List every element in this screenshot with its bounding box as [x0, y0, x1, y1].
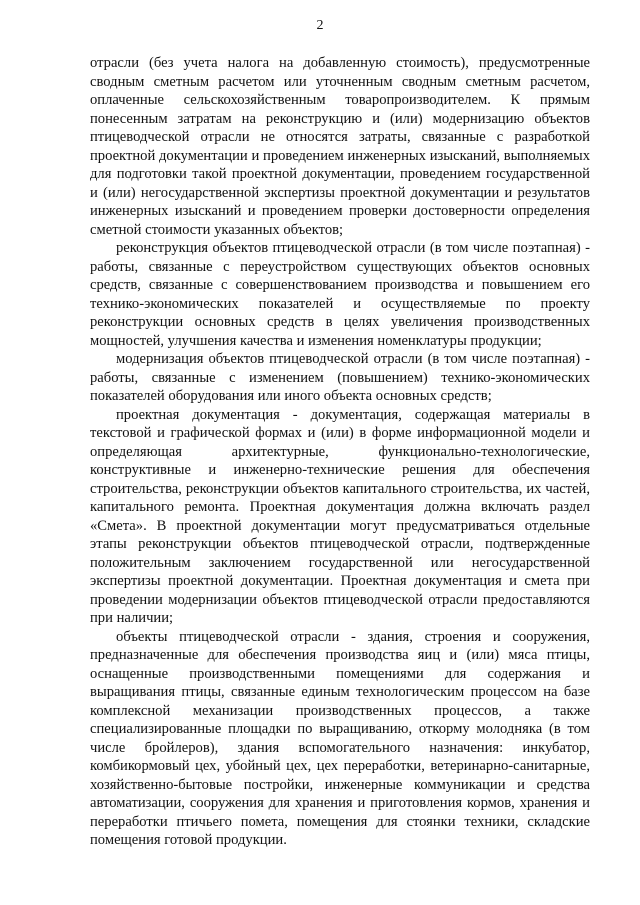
document-body	[90, 54, 590, 850]
paragraph-project-documentation-definition: проектная документация - документация, содержащая материалы в текстовой и графической формах и (или) в форме информационной модели и определяющая архитектурные, функционально-технологические, конструктивные и инженерно-технические решения для обеспечения строительства, реконструкции объектов капитального строительства, их частей, капитального ремонта. Проектная документация должна включать раздел «Смета». В проектной документации могут предусматриваться отдельные этапы реконструкции объектов птицеводческой отрасли, подтвержденные положительным заключением государственной или негосударственной экспертизы проектной документации. Проектная документация и смета при проведении модернизации объектов птицеводческой отрасли предоставляются при наличии;	[90, 406, 590, 626]
paragraph-poultry-facilities-definition: объекты птицеводческой отрасли - здания, строения и сооружения, предназначенные для обеспечения производства яиц и (или) мяса птицы, оснащенные производственными помещениями для содержания и выращивания птицы, связанные единым технологическим процессом на базе комплексной механизации производственных процессов, а также специализированные площадки по выращиванию, откорму молодняка (в том числе бройлеров), здания вспомогательного назначения: инкубатор, комбикормовый цех, убойный цех, цех переработки, ветеринарно-санитарные, хозяйственно-бытовые постройки, инженерные коммуникации и средства автоматизации, сооружения для хранения и приготовления кормов, хранения и переработки птичьего помета, помещения для стоянки техники, складские помещения готовой продукции.	[90, 628, 590, 848]
page-number: 2	[316, 18, 324, 33]
paragraph-reconstruction-definition: реконструкция объектов птицеводческой отрасли (в том числе поэтапная) - работы, связанные с переустройством существующих объектов основных средств, связанные с совершенствованием производства и повышением его технико-экономических показателей и осуществляемые по проекту реконструкции основных средств в целях увеличения производственных мощностей, улучшения качества и изменения номенклатуры продукции;	[90, 240, 590, 349]
paragraph-continued: отрасли (без учета налога на добавленную стоимость), предусмотренные сводным сметным расчетом или уточненным сводным сметным расчетом, оплаченные сельскохозяйственным товаропроизводителем. К прямым понесенным затратам на реконструкцию и (или) модернизацию объектов птицеводческой отрасли не относятся затраты, связанные с разработкой проектной документации и проведением инженерных изысканий, выполняемых для подготовки такой проектной документации, проведением государственной и (или) негосударственной экспертизы проектной документации и результатов инженерных изысканий и проведением проверки достоверности определения сметной стоимости указанных объектов;	[90, 55, 590, 238]
paragraph-modernization-definition: модернизация объектов птицеводческой отрасли (в том числе поэтапная) - работы, связанные с изменением (повышением) технико-экономических показателей оборудования или иного объекта основных средств;	[90, 351, 590, 404]
